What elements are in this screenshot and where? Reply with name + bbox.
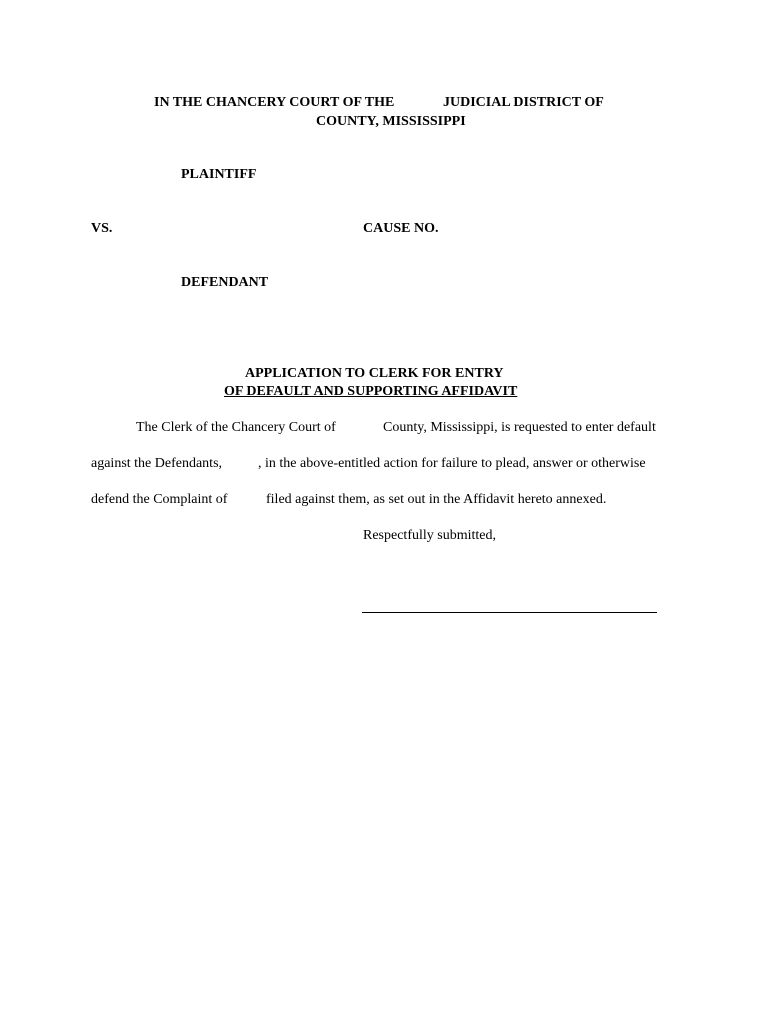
defendant-label: DEFENDANT xyxy=(181,275,269,290)
document-title-line1: APPLICATION TO CLERK FOR ENTRY xyxy=(245,366,504,381)
cause-number-label: CAUSE NO. xyxy=(363,221,439,236)
signature-line xyxy=(362,612,657,613)
respectfully-submitted: Respectfully submitted, xyxy=(363,528,496,543)
body-line1-start: The Clerk of the Chancery Court of xyxy=(136,420,336,435)
body-line2-end: , in the above-entitled action for failure to plead, answer or otherwise xyxy=(258,456,646,471)
caption-county-label: COUNTY, MISSISSIPPI xyxy=(316,114,466,129)
document-title-line2: OF DEFAULT AND SUPPORTING AFFIDAVIT xyxy=(224,384,518,399)
caption-court-label: IN THE CHANCERY COURT OF THE xyxy=(154,95,395,110)
body-line1-end: County, Mississippi, is requested to enter default xyxy=(383,420,656,435)
body-line3-end: filed against them, as set out in the Affidavit hereto annexed. xyxy=(266,492,607,507)
plaintiff-label: PLAINTIFF xyxy=(181,167,257,182)
body-line3-start: defend the Complaint of xyxy=(91,492,228,507)
versus-label: VS. xyxy=(91,221,113,236)
body-line2-start: against the Defendants, xyxy=(91,456,223,471)
caption-district-label: JUDICIAL DISTRICT OF xyxy=(443,95,604,110)
